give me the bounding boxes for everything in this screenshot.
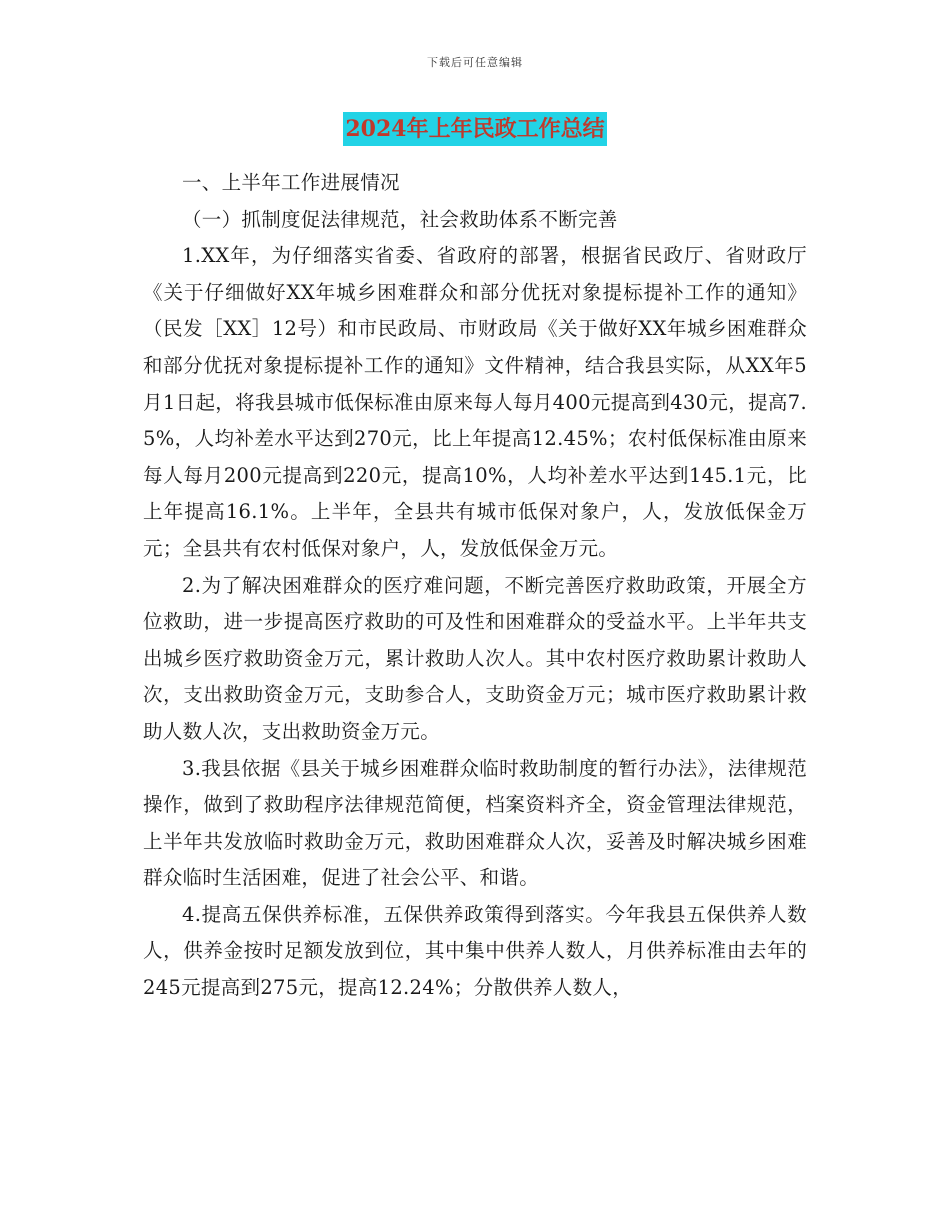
document-body — [143, 165, 807, 1007]
paragraph-3: 3.我县依据《县关于城乡困难群众临时救助制度的暂行办法》，法律规范操作，做到了救助程序法律规范简便，档案资料齐全，资金管理法律规范，上半年共发放临时救助金万元，救助困难群众人次，妥善及时解决城乡困难群众临时生活困难，促进了社会公平、和谐。 — [143, 756, 807, 890]
header-note: 下载后可任意编辑 — [427, 56, 523, 69]
section-heading: 一、上半年工作进展情况 — [182, 171, 400, 194]
title-wrap — [0, 112, 950, 146]
document-title: 2024年上年民政工作总结 — [343, 112, 606, 146]
subsection-heading: （一）抓制度促法律规范，社会救助体系不断完善 — [182, 207, 618, 231]
paragraph-2: 2.为了解决困难群众的医疗难问题，不断完善医疗救助政策，开展全方位救助，进一步提高医疗救助的可及性和困难群众的受益水平。上半年共支出城乡医疗救助资金万元，累计救助人次人。其中农村医疗救助累计救助人次，支出救助资金万元，支助参合人，支助资金万元；城市医疗救助累计救助人数人次，支出救助资金万元。 — [143, 573, 807, 743]
paragraph-1: 1.XX年，为仔细落实省委、省政府的部署，根据省民政厅、省财政厅《关于仔细做好XX年城乡困难群众和部分优抚对象提标提补工作的通知》（民发［XX］12号）和市民政局、市财政局《关于做好XX年城乡困难群众和部分优抚对象提标提补工作的通知》文件精神，结合我县实际，从XX年5月1日起，将我县城市低保标准由原来每人每月400元提高到430元，提高7.5%，人均补差水平达到270元，比上年提高12.45%；农村低保标准由原来每人每月200元提高到220元，提高10%，人均补差水平达到145.1元，比上年提高16.1%。上半年，全县共有城市低保对象户，人，发放低保金万元；全县共有农村低保对象户，人，发放低保金万元。 — [143, 244, 807, 560]
paragraph-4: 4.提高五保供养标准，五保供养政策得到落实。今年我县五保供养人数人，供养金按时足额发放到位，其中集中供养人数人，月供养标准由去年的245元提高到275元，提高12.24%；分散供养人数人， — [143, 902, 807, 1000]
